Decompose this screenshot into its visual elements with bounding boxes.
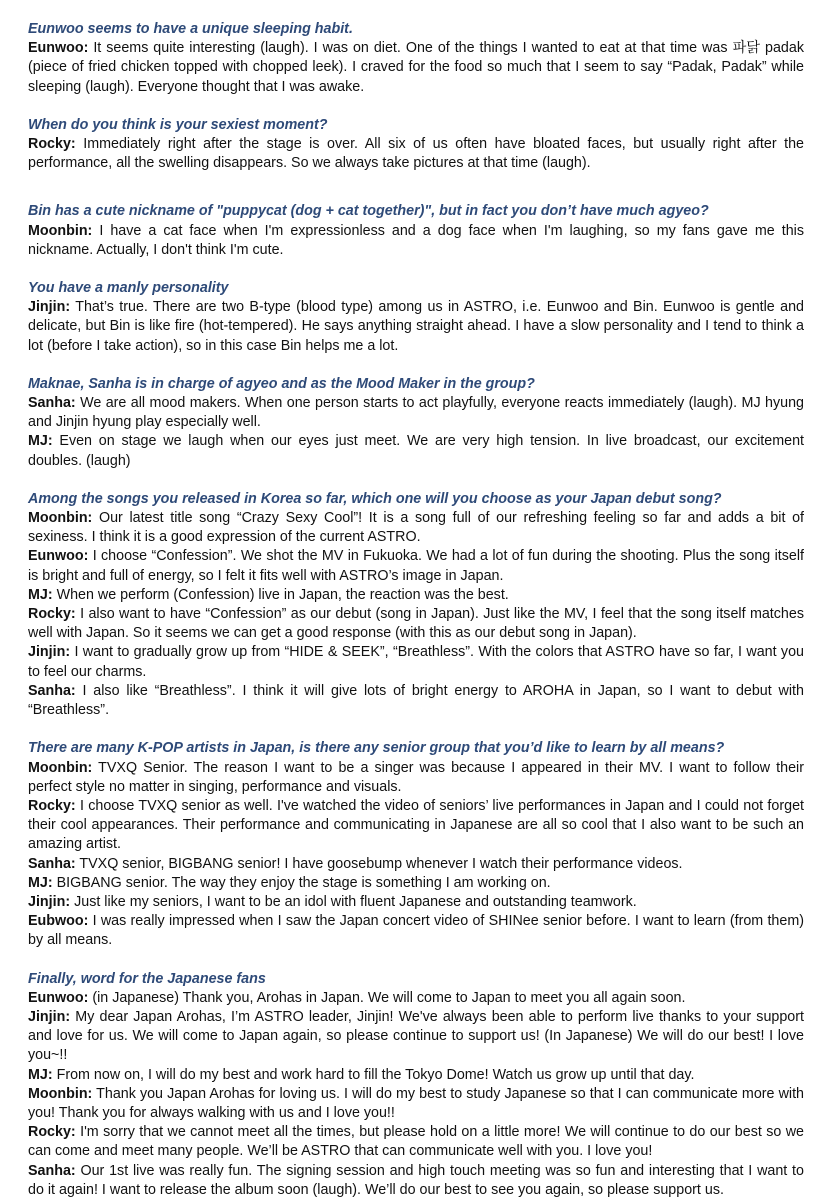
answer-text: TVXQ senior, BIGBANG senior! I have goosebump whenever I watch their performance videos.: [79, 855, 683, 872]
answer-paragraph: [28, 989, 804, 1008]
answer-text: From now on, I will do my best and work hard to fill the Tokyo Dome! Watch us grow up until that day.: [56, 1066, 695, 1083]
answer-text: (in Japanese) Thank you, Arohas in Japan. We will come to Japan to meet you all again soon.: [92, 989, 686, 1006]
answer-paragraph: [28, 1066, 804, 1085]
speaker-name: Rocky:: [28, 1124, 76, 1141]
answer-text: Just like my seniors, I want to be an idol with fluent Japanese and outstanding teamwork.: [74, 893, 637, 910]
speaker-name: Moonbin:: [28, 1085, 93, 1102]
answer-paragraph: [28, 643, 804, 681]
answer-paragraph: [28, 222, 804, 260]
speaker-name: Sanha:: [28, 395, 76, 412]
answer-text: Our 1st live was really fun. The signing session and high touch meeting was so fun and interesting that I want to do it again! I want to release the album soon (laugh). We’ll do our best to see you again, so please support us.: [28, 1162, 804, 1198]
speaker-name: Jinjin:: [28, 299, 71, 316]
answer-paragraph: [28, 893, 804, 912]
answer-text: Thank you Japan Arohas for loving us. I will do my best to study Japanese so that I can communicate more with you! Thank you for always walking with us and I love you!!: [28, 1085, 805, 1121]
answer-text: My dear Japan Arohas, I’m ASTRO leader, Jinjin! We've always been able to perform live thanks to your support and love for us. We will come to Japan again, so please continue to support us! (In Japanese) We will do our best! I love you~!!: [28, 1008, 804, 1064]
answer-paragraph: [28, 855, 804, 874]
speaker-name: Rocky:: [28, 606, 76, 623]
section-senior-group: [28, 739, 804, 950]
speaker-name: Jinjin:: [28, 644, 71, 661]
answer-text: I also want to have “Confession” as our debut (song in Japan). Just like the MV, I feel that the song itself matches well with Japan. So it seems we can get a good response (with this as our debut song in Japan).: [28, 606, 804, 642]
answer-paragraph: [28, 39, 804, 97]
question-heading: Eunwoo seems to have a unique sleeping habit.: [28, 21, 353, 37]
answer-text: I'm sorry that we cannot meet all the times, but please hold on a little more! We will continue to do our best so we can come and meet many people. We’ll be ASTRO that can communicate well with you. I love you!: [28, 1124, 804, 1160]
answer-text: TVXQ Senior. The reason I want to be a singer was because I appeared in their MV. I want to follow their perfect style no matter in singing, performance and visuals.: [28, 759, 804, 795]
answer-text: I was really impressed when I saw the Japan concert video of SHINee senior before. I want to learn (from them) by all means.: [28, 913, 804, 949]
answer-text: BIGBANG senior. The way they enjoy the stage is something I am working on.: [56, 874, 551, 891]
question-heading: Maknae, Sanha is in charge of agyeo and as the Mood Maker in the group?: [28, 375, 535, 392]
speaker-name: Eubwoo:: [28, 913, 89, 930]
answer-text: I want to gradually grow up from “HIDE & SEEK”, “Breathless”. With the colors that ASTRO have so far, I want you to feel our charms.: [28, 644, 804, 680]
answer-paragraph: [28, 547, 804, 585]
answer-text: It seems quite interesting (laugh). I was on diet. One of the things I wanted to eat at that time was 파닭 padak (piece of fried chicken topped with chopped leek). I craved for the food so much that I seem to say “Padak, Padak” while sleeping (laugh). Everyone thought that I was awake.: [28, 40, 804, 95]
speaker-name: Rocky:: [28, 136, 76, 153]
section-words-for-fans: [28, 970, 804, 1200]
answer-paragraph: [28, 432, 804, 470]
answer-text: Even on stage we laugh when our eyes just meet. We are very high tension. In live broadcast, our excitement doubles. (laugh): [28, 433, 804, 469]
speaker-name: Moonbin:: [28, 222, 93, 239]
question-heading: There are many K-POP artists in Japan, is there any senior group that you’d like to learn by all means?: [28, 740, 725, 757]
answer-paragraph: [28, 1008, 804, 1066]
speaker-name: Sanha:: [28, 855, 76, 872]
speaker-name: Rocky:: [28, 797, 76, 814]
answer-paragraph: [28, 797, 804, 855]
speaker-name: MJ:: [28, 1066, 53, 1083]
interview-document: [28, 20, 804, 1200]
section-sleeping-habit: [28, 20, 804, 97]
answer-paragraph: [28, 509, 804, 547]
answer-text: That’s true. There are two B-type (blood type) among us in ASTRO, i.e. Eunwoo and Bin. Eunwoo is gentle and delicate, but Bin is like fire (hot-tempered). He says anything straight ahead. I have a slow personality and I tend to think a lot (before I take action), so in this case Bin helps me a lot.: [28, 299, 804, 354]
section-sexiest-moment: [28, 116, 804, 174]
answer-text: Immediately right after the stage is over. All six of us often have bloated faces, but usually right after the performance, all the swelling disappears. So we always take pictures at that time (laugh).: [28, 136, 804, 172]
answer-text: I choose TVXQ senior as well. I've watched the video of seniors’ live performances in Japan and I could not forget their cool appearances. Their performance and communicating in Japanese are all so cool that I also want to be such an amazing artist.: [28, 797, 804, 853]
section-manly-personality: [28, 279, 804, 356]
answer-paragraph: [28, 605, 804, 643]
question-heading: Among the songs you released in Korea so far, which one will you choose as your Japan debut song?: [28, 490, 722, 507]
speaker-name: Jinjin:: [28, 893, 71, 910]
section-puppycat-nickname: [28, 202, 804, 260]
speaker-name: MJ:: [28, 433, 53, 450]
speaker-name: Sanha:: [28, 1162, 76, 1179]
answer-text: When we perform (Confession) live in Japan, the reaction was the best.: [56, 586, 509, 603]
section-mood-maker: [28, 375, 804, 471]
speaker-name: Eunwoo:: [28, 548, 89, 565]
question-heading: You have a manly personality: [28, 280, 229, 297]
answer-paragraph: [28, 1085, 804, 1123]
answer-paragraph: [28, 1123, 804, 1161]
speaker-name: MJ:: [28, 874, 53, 891]
answer-text: I choose “Confession”. We shot the MV in Fukuoka. We had a lot of fun during the shooting. Plus the song itself is bright and full of energy, so I felt it fits well with ASTRO’s image in Japan.: [28, 548, 804, 584]
speaker-name: Eunwoo:: [28, 40, 89, 57]
answer-text: I also like “Breathless”. I think it will give lots of bright energy to AROHA in Japan, so I want to debut with “Breathless”.: [28, 682, 804, 719]
speaker-name: MJ:: [28, 586, 53, 603]
speaker-name: Jinjin:: [28, 1008, 71, 1025]
question-heading: Bin has a cute nickname of "puppycat (dog + cat together)", but in fact you don’t have much agyeo?: [28, 203, 709, 220]
speaker-name: Moonbin:: [28, 510, 93, 527]
question-heading: Finally, word for the Japanese fans: [28, 970, 266, 987]
answer-paragraph: [28, 1162, 804, 1200]
answer-paragraph: [28, 394, 804, 432]
answer-paragraph: [28, 586, 804, 605]
question-heading: When do you think is your sexiest moment?: [28, 116, 328, 133]
answer-paragraph: [28, 759, 804, 797]
answer-paragraph: [28, 135, 804, 173]
speaker-name: Eunwoo:: [28, 989, 89, 1006]
answer-paragraph: [28, 874, 804, 893]
answer-paragraph: [28, 682, 804, 720]
speaker-name: Sanha:: [28, 682, 76, 699]
answer-text: We are all mood makers. When one person starts to act playfully, everyone reacts immediately (laugh). MJ hyung and Jinjin hyung play especially well.: [28, 395, 804, 431]
answer-paragraph: [28, 298, 804, 356]
section-japan-debut-song: [28, 490, 804, 720]
answer-text: Our latest title song “Crazy Sexy Cool”! It is a song full of our refreshing feeling so far and adds a bit of sexiness. I think it is a good expression of the current ASTRO.: [28, 510, 804, 546]
answer-paragraph: [28, 912, 804, 950]
answer-text: I have a cat face when I'm expressionless and a dog face when I'm laughing, so my fans gave me this nickname. Actually, I don't think I'm cute.: [28, 222, 804, 258]
speaker-name: Moonbin:: [28, 759, 93, 776]
